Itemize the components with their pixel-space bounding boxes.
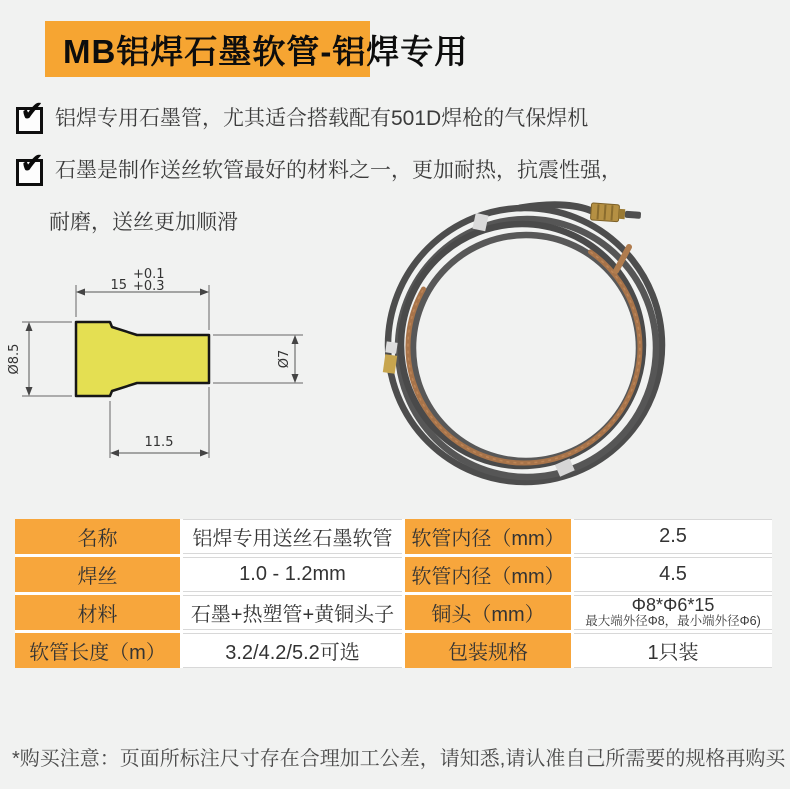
dim-tolerance-upper: +0.1 — [133, 267, 165, 282]
feature-text-3: 耐磨，送丝更加顺滑 — [49, 211, 238, 234]
copper-liner — [408, 252, 640, 463]
dim-bottom-length: 11.5 — [144, 435, 174, 450]
feature-line-2 — [16, 148, 622, 186]
dim-tolerance-lower: +0.3 — [133, 279, 165, 294]
product-title: MB铝焊石墨软管-铝焊专用 — [63, 32, 469, 70]
product-photo — [350, 185, 685, 505]
purchase-note: *购买注意：页面所标注尺寸存在合理加工公差，请知悉,请认准自己所需要的规格再购买 — [12, 748, 786, 770]
hose-coil — [388, 208, 662, 482]
dim-right-diameter: Ø7 — [277, 349, 292, 369]
spec-table — [15, 519, 772, 668]
dim-length-value: 15 — [110, 278, 127, 293]
spec-value-cell: 2.5 — [574, 519, 772, 554]
feature-text-1: 铝焊专用石墨管，尤其适合搭载配有501D焊枪的气保焊机 — [55, 107, 589, 130]
spec-label-cell: 包装规格 — [405, 633, 571, 668]
dim-left-diameter: Ø8.5 — [7, 343, 22, 375]
copper-head-size: Φ8*Φ6*15 — [631, 595, 715, 616]
spec-value-cell: 石墨+热塑管+黄铜头子 — [183, 595, 402, 630]
check-mark-icon: ✔ — [20, 96, 45, 128]
spec-label-cell: 名称 — [15, 519, 180, 554]
spec-value-cell: 1.0 - 1.2mm — [183, 557, 402, 592]
dimension-diagram — [0, 255, 310, 470]
tape-band-left-gold — [383, 354, 397, 373]
spec-label-cell: 焊丝 — [15, 557, 180, 592]
spec-label-cell: 软管长度（m） — [15, 633, 180, 668]
feature-line-1 — [16, 96, 589, 134]
spec-value-cell: 1只装 — [574, 633, 772, 668]
checkbox-checked-icon — [16, 148, 45, 186]
copper-head-size-note: 最大端外径Φ8，最小端外径Φ6) — [585, 614, 761, 629]
spec-label-cell: 铜头（mm） — [405, 595, 571, 630]
bottom-white-strip — [0, 789, 790, 811]
spec-label-cell: 材料 — [15, 595, 180, 630]
product-title-banner — [45, 21, 469, 77]
spec-value-cell: 4.5 — [574, 557, 772, 592]
part-cross-section — [76, 322, 209, 396]
checkbox-checked-icon — [16, 96, 45, 134]
feature-text-2: 石墨是制作送丝软管最好的材料之一，更加耐热，抗震性强， — [55, 159, 622, 182]
brass-fitting — [590, 203, 641, 223]
spec-value-cell: 3.2/4.2/5.2可选 — [183, 633, 402, 668]
tape-band-left-light — [385, 341, 397, 353]
spec-value-cell — [574, 595, 772, 630]
spec-label-cell: 软管内径（mm） — [405, 557, 571, 592]
check-mark-icon: ✔ — [20, 148, 45, 180]
spec-label-cell: 软管内径（mm） — [405, 519, 571, 554]
spec-value-cell: 铝焊专用送丝石墨软管 — [183, 519, 402, 554]
